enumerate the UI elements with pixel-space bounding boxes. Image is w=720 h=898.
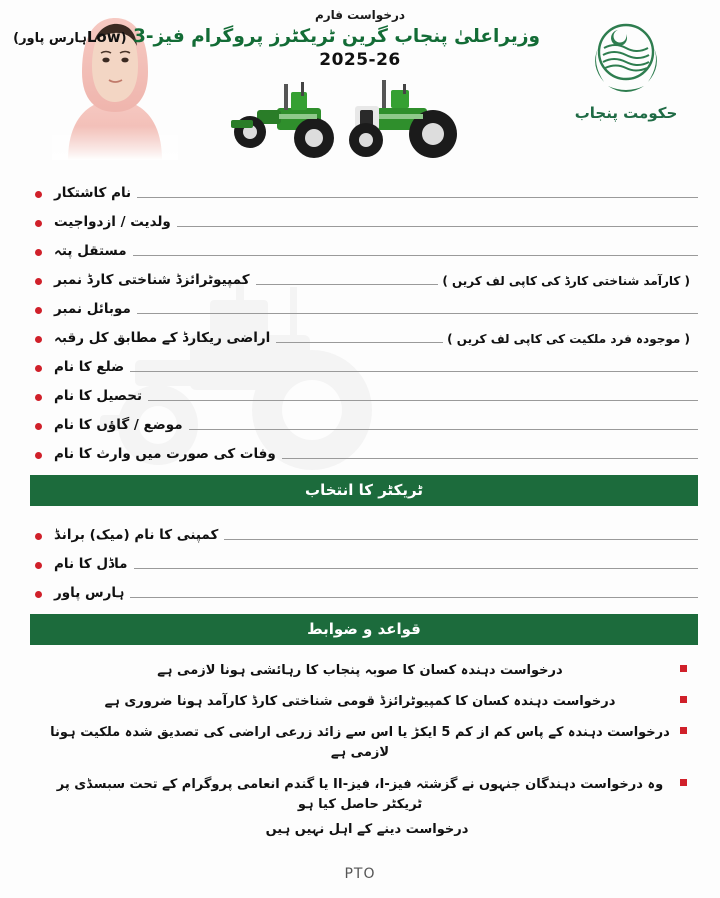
field-note-cnic: ( کارآمد شناختی کارڈ کی کاپی لف کریں )	[442, 274, 690, 288]
government-emblem	[546, 12, 706, 140]
tractor-selection-fields	[0, 516, 720, 603]
field-label: ہارس پاور	[54, 585, 125, 601]
bullet-icon	[30, 191, 46, 203]
square-bullet-icon	[676, 692, 690, 703]
bullet-icon	[30, 533, 46, 545]
field-row-heir-name	[30, 435, 698, 464]
form-title-text: وزیراعلیٰ پنجاب گرین ٹریکٹرز پروگرام فیز-3	[132, 26, 540, 47]
field-label: کمپیوٹرائزڈ شناختی کارڈ نمبر	[54, 272, 250, 288]
bullet-icon	[30, 336, 46, 348]
field-row-cnic	[30, 261, 698, 290]
field-label: نام کاشتکار	[54, 185, 132, 201]
field-input-line[interactable]	[189, 429, 698, 430]
rule-text: درخواست دہندہ کسان کا کمپیوٹرائزڈ قومی شناختی کارڈ کارآمد ہونا ضروری ہے	[104, 694, 616, 710]
field-input-line[interactable]	[134, 568, 698, 569]
field-row-tehsil	[30, 377, 698, 406]
bullet-icon	[30, 365, 46, 377]
rule-item-previous-phase	[30, 775, 690, 815]
applicant-fields	[0, 174, 720, 464]
field-label: موبائل نمبر	[54, 301, 131, 317]
field-input-line[interactable]	[137, 313, 698, 314]
bullet-icon	[30, 307, 46, 319]
field-row-name	[30, 174, 698, 203]
square-bullet-icon	[676, 723, 690, 734]
bullet-icon	[30, 249, 46, 261]
bullet-icon	[30, 394, 46, 406]
rules-list	[0, 655, 720, 837]
title-horsepower-label: ہارس پاور	[19, 31, 87, 46]
section-header-tractor-selection: ٹریکٹر کا انتخاب	[30, 475, 698, 506]
field-note-land: ( موجودہ فرد ملکیت کی کاپی لف کریں )	[447, 332, 690, 346]
bullet-icon	[30, 562, 46, 574]
form-subtitle: درخواست فارم	[314, 8, 406, 22]
field-input-line[interactable]	[256, 284, 439, 285]
rule-text: درخواست دہندہ کے پاس کم از کم 5 ایکڑ یا اس سے زائد زرعی اراضی کی تصدیق شدہ ملکیت ہونا لازمی ہے	[50, 725, 670, 761]
footer-pto: PTO	[344, 866, 376, 882]
field-row-model-name	[30, 545, 698, 574]
field-row-company-brand	[30, 516, 698, 545]
bullet-icon	[30, 278, 46, 290]
field-input-line[interactable]	[133, 255, 698, 256]
field-input-line[interactable]	[137, 197, 698, 198]
title-block	[13, 8, 540, 70]
emblem-caption: حکومت پنجاب	[574, 104, 678, 122]
form-title	[13, 26, 540, 47]
field-label: وفات کی صورت میں وارث کا نام	[54, 446, 276, 462]
rule-item-cnic-valid	[30, 692, 690, 712]
field-label: ولدیت / ازدواجیت	[54, 214, 171, 230]
section-header-rules: قواعد و ضوابط	[30, 614, 698, 645]
rule-text: درخواست دہندہ کسان کا صوبہ پنجاب کا رہائشی ہونا لازمی ہے	[157, 663, 563, 678]
form-header	[0, 0, 720, 172]
tractor-illustration	[205, 76, 495, 168]
field-input-line[interactable]	[130, 371, 698, 372]
rule-continuation-text: درخواست دینے کے اہل نہیں ہیں	[265, 821, 469, 837]
bullet-icon	[30, 423, 46, 435]
field-label: کمپنی کا نام (میک) برانڈ	[54, 527, 219, 543]
field-row-father-spouse	[30, 203, 698, 232]
square-bullet-icon	[676, 661, 690, 672]
field-label: تحصیل کا نام	[54, 388, 143, 404]
title-paren-open: (	[120, 31, 127, 46]
field-row-permanent-address	[30, 232, 698, 261]
field-label: ماڈل کا نام	[54, 556, 128, 572]
title-low-label: Low	[86, 28, 121, 46]
field-input-line[interactable]	[177, 226, 698, 227]
field-label: مستقل پتہ	[54, 243, 127, 259]
punjab-crest-icon	[580, 12, 672, 104]
field-row-horsepower	[30, 574, 698, 603]
field-input-line[interactable]	[282, 458, 698, 459]
field-input-line[interactable]	[148, 400, 698, 401]
form-year: 2025-26	[319, 50, 401, 70]
field-input-line[interactable]	[276, 342, 443, 343]
bullet-icon	[30, 220, 46, 232]
rule-item-residency	[30, 661, 690, 681]
square-bullet-icon	[676, 775, 690, 786]
bullet-icon	[30, 591, 46, 603]
field-row-mobile	[30, 290, 698, 319]
rule-text: وہ درخواست دہندگان جنہوں نے گزشتہ فیز-I، فیز-II یا گندم انعامی پروگرام کے تحت سبسڈی پر ٹریکٹر حاصل کیا ہو	[56, 776, 664, 812]
field-input-line[interactable]	[130, 597, 698, 598]
field-label: اراضی ریکارڈ کے مطابق کل رقبہ	[54, 330, 271, 346]
title-paren-close: )	[13, 31, 20, 46]
field-label: موضع / گاؤں کا نام	[54, 417, 183, 433]
field-label: ضلع کا نام	[54, 359, 125, 375]
rule-item-land-ownership	[30, 723, 690, 763]
bullet-icon	[30, 452, 46, 464]
field-row-land-area	[30, 319, 698, 348]
field-row-village	[30, 406, 698, 435]
field-row-district	[30, 348, 698, 377]
field-input-line[interactable]	[224, 539, 698, 540]
